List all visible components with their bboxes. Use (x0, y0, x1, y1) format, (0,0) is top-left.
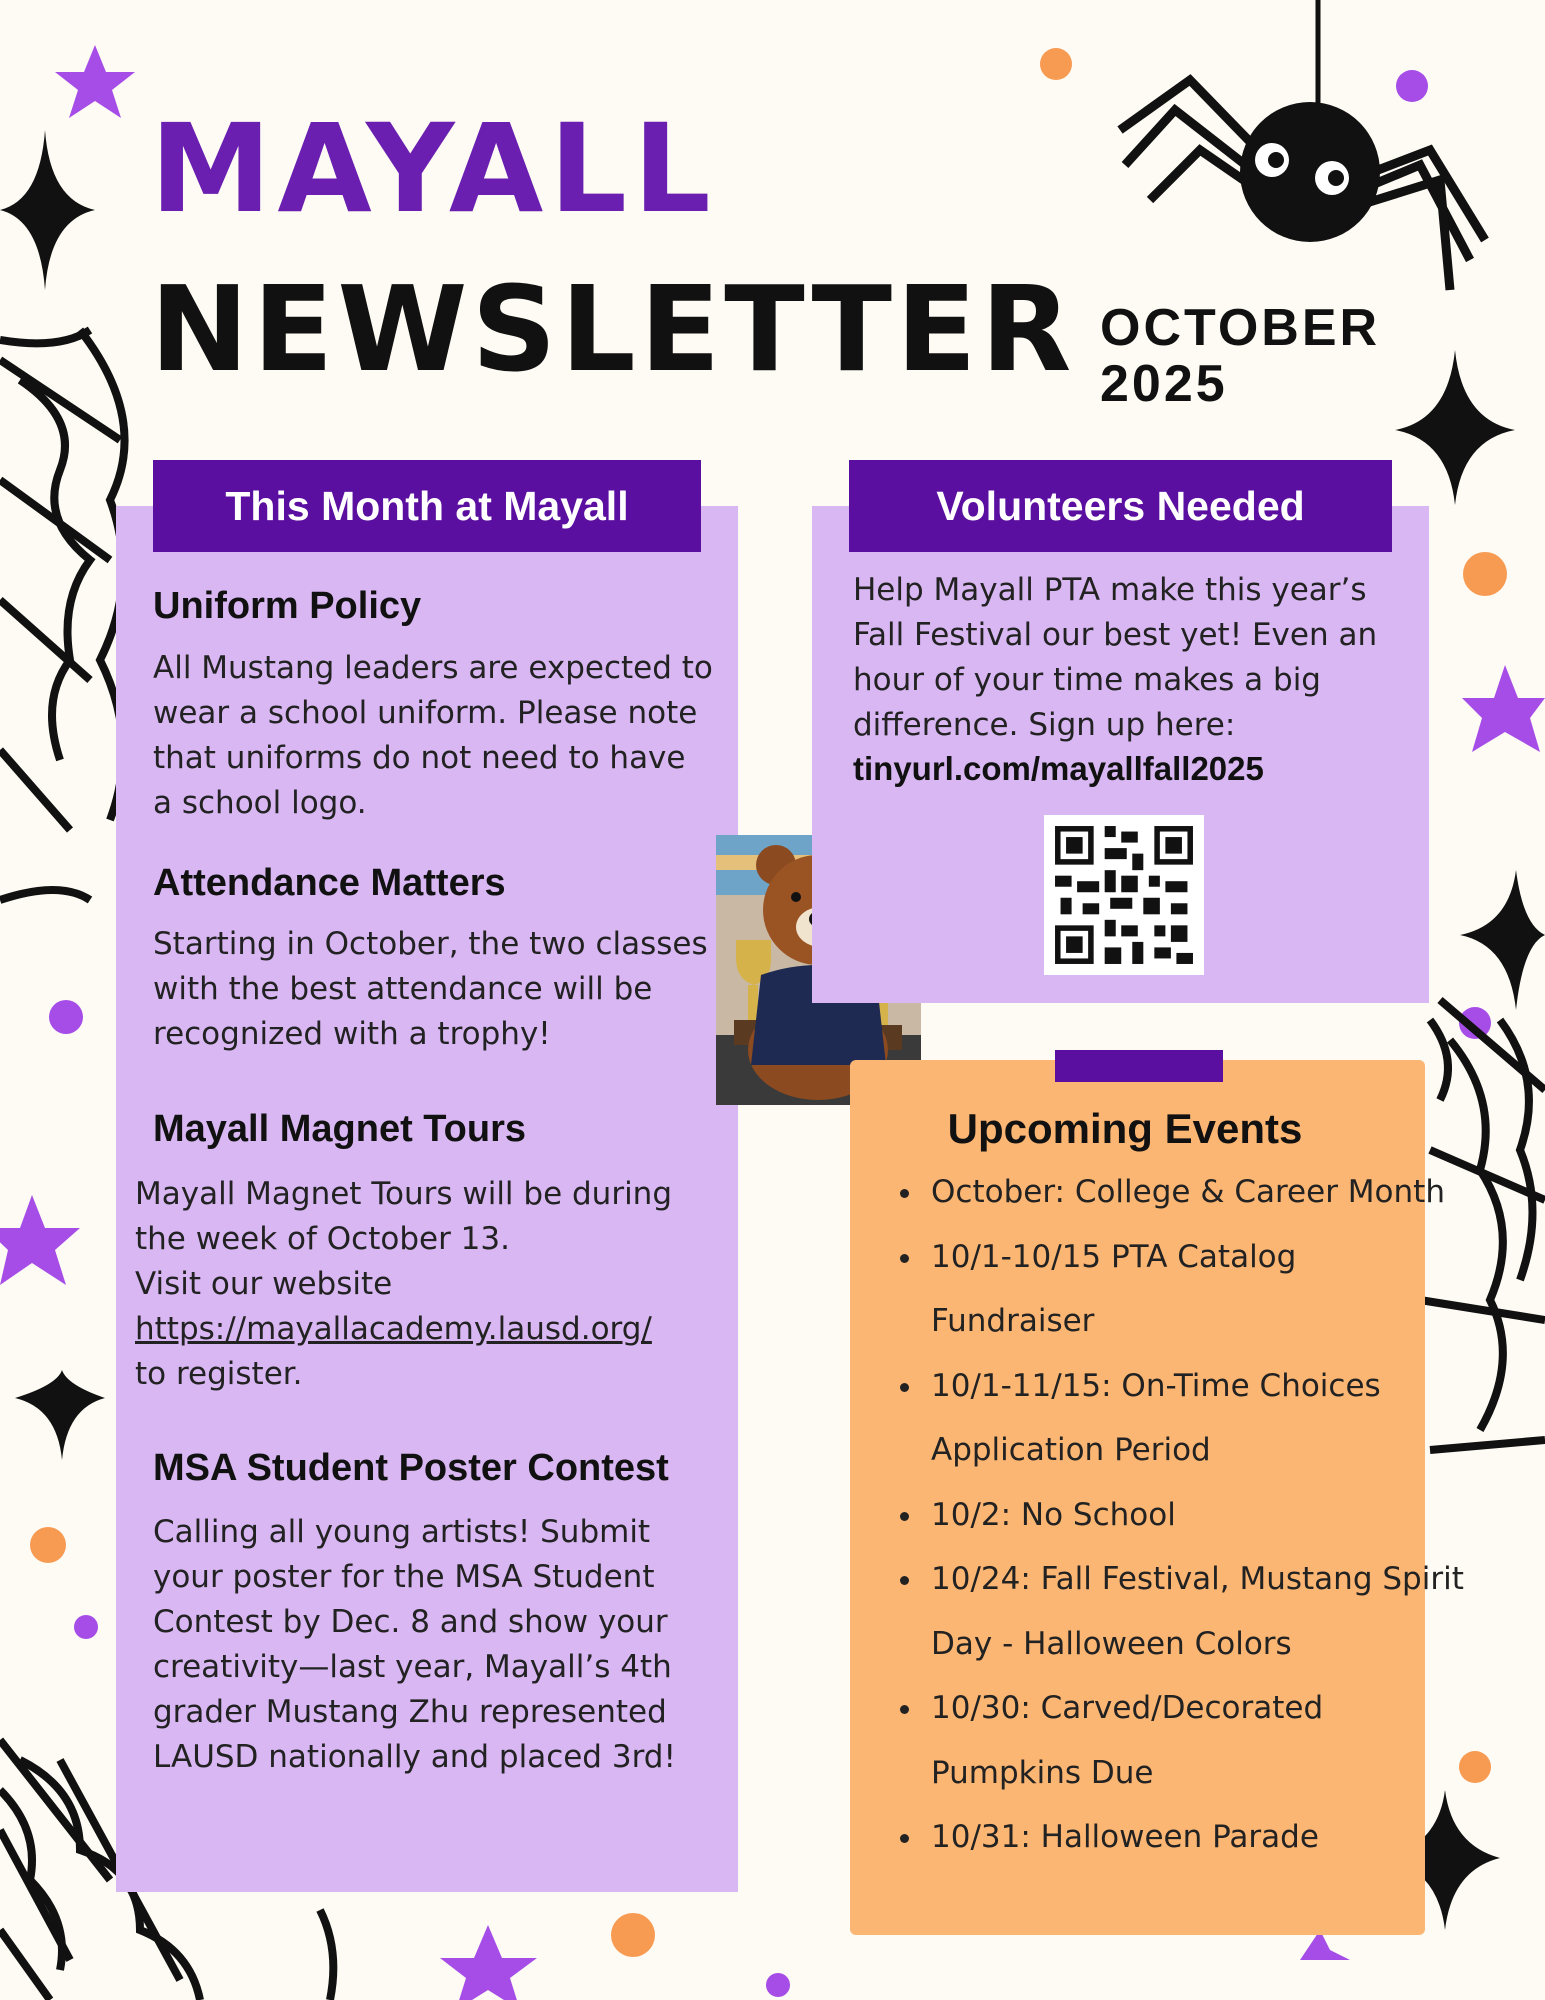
event-item: • 10/30: Carved/Decorated Pumpkins Due (925, 1676, 1465, 1805)
event-item: • 10/31: Halloween Parade (925, 1805, 1465, 1870)
qr-code[interactable] (1044, 815, 1204, 975)
attendance-title: Attendance Matters (153, 862, 506, 904)
newsletter-title-line1: MAYALL (150, 98, 717, 240)
volunteers-body: Help Mayall PTA make this year’s Fall Festival our best yet! Even an hour of your time makes a big difference. Sign up here: (853, 572, 1378, 743)
event-item: • 10/1-10/15 PTA Catalog Fundraiser (925, 1225, 1465, 1354)
upcoming-events-title: Upcoming Events (947, 1105, 1303, 1152)
event-item: • 10/1-11/15: On-Time Choices Application Period (925, 1354, 1465, 1483)
spider-icon (1120, 0, 1485, 290)
upcoming-events-list (880, 1160, 1465, 1870)
magnet-tours-title: Mayall Magnet Tours (153, 1108, 527, 1150)
uniform-policy-title: Uniform Policy (153, 585, 422, 627)
mayall-website-link[interactable]: https://mayallacademy.lausd.org/ (135, 1311, 652, 1347)
issue-year: 2025 (1100, 355, 1228, 413)
poster-contest-title: MSA Student Poster Contest (153, 1447, 669, 1489)
tape-decoration (1055, 1050, 1223, 1082)
volunteer-signup-link[interactable]: tinyurl.com/mayallfall2025 (853, 750, 1264, 787)
this-month-header: This Month at Mayall (153, 460, 701, 552)
event-item: • October: College & Career Month (925, 1160, 1465, 1225)
issue-date (1100, 300, 1380, 412)
magnet-tours-text: Mayall Magnet Tours will be during the week of October 13. (135, 1176, 673, 1257)
poster-contest-body: Calling all young artists! Submit your poster for the MSA Student Contest by Dec. 8 and show your creativity—last year, Mayall’s 4th grader Mustang Zhu represented LAUSD nationally and placed 3rd! (153, 1514, 676, 1775)
spider-web-icon (0, 330, 125, 900)
newsletter-title-line2: NEWSLETTER (150, 260, 1076, 398)
event-item: • 10/24: Fall Festival, Mustang Spirit Day - Halloween Colors (925, 1547, 1465, 1676)
uniform-policy-body: All Mustang leaders are expected to wear a school uniform. Please note that uniforms do not need to have a school logo. (153, 650, 713, 821)
magnet-tours-register: to register. (135, 1356, 303, 1392)
attendance-body: Starting in October, the two classes with the best attendance will be recognized with a trophy! (153, 926, 708, 1052)
magnet-tours-body (135, 1172, 725, 1397)
event-item: • 10/2: No School (925, 1483, 1465, 1548)
volunteers-header: Volunteers Needed (849, 460, 1392, 552)
magnet-tours-visit: Visit our website (135, 1266, 393, 1302)
issue-month: OCTOBER (1100, 299, 1381, 357)
